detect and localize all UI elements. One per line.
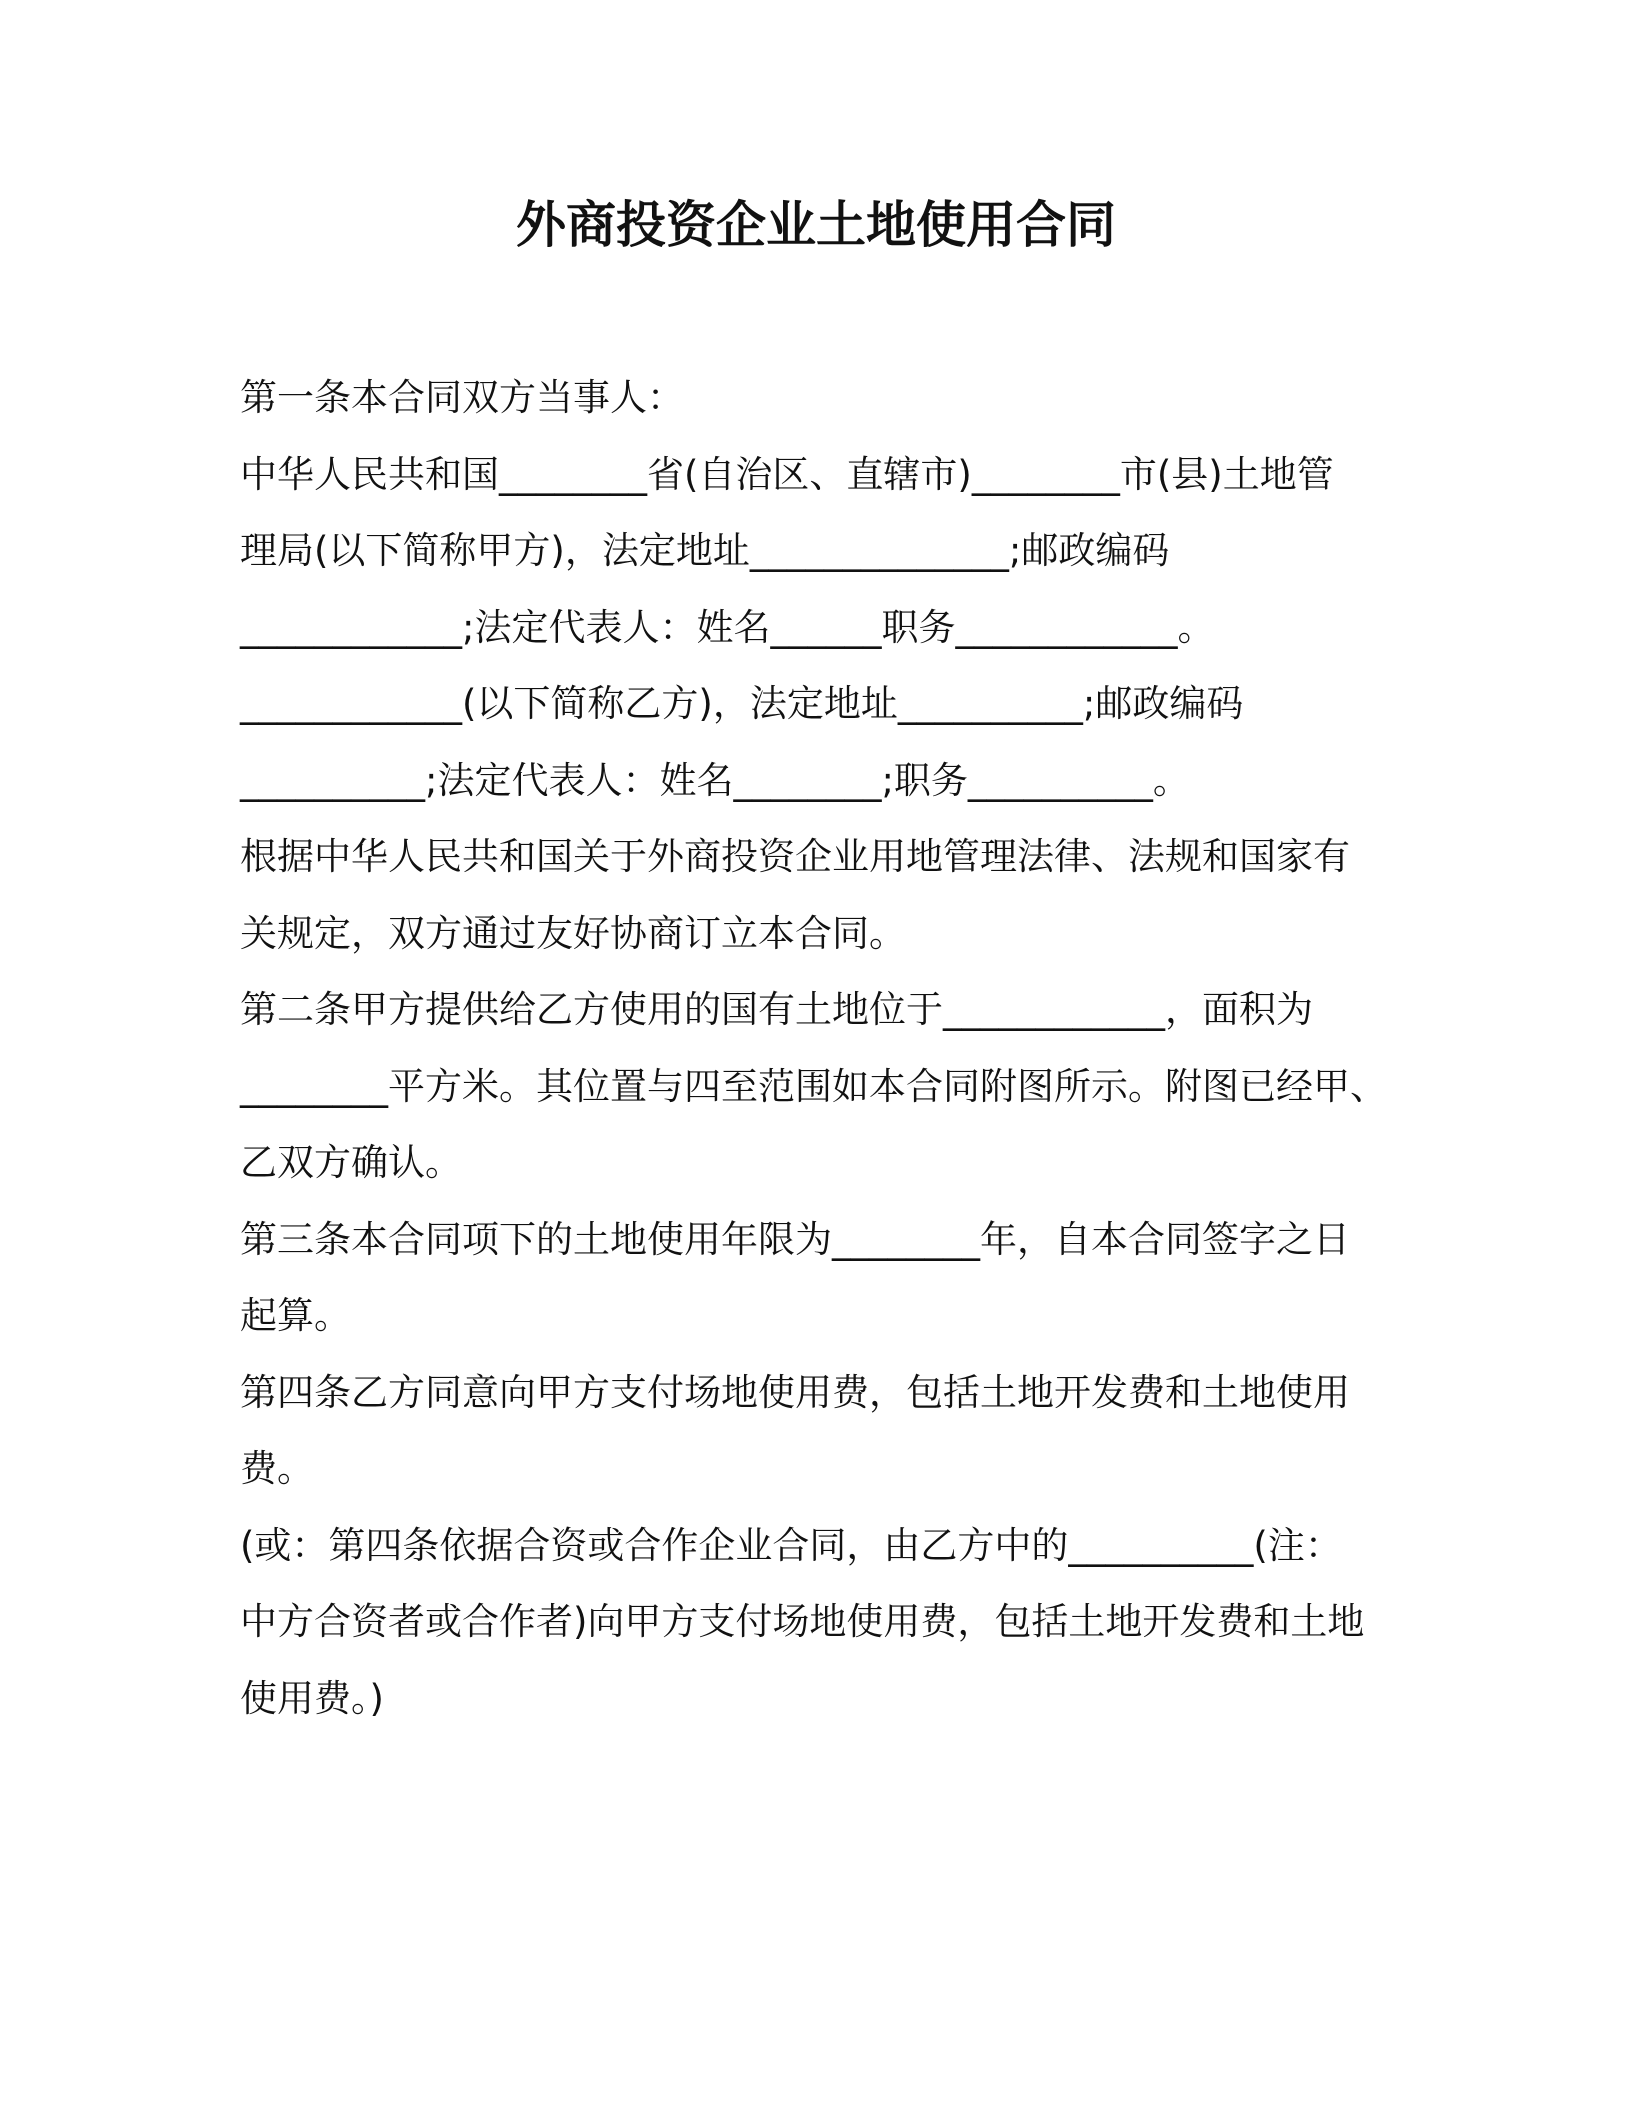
article-4-line-2: 费。 xyxy=(240,1447,314,1490)
party-a-line-2: 理局(以下简称甲方)，法定地址______________;邮政编码 xyxy=(240,529,1170,572)
article-4-line-1: 第四条乙方同意向甲方支付场地使用费，包括土地开发费和土地使用 xyxy=(240,1370,1350,1414)
article-4-alt-line-3: 使用费。) xyxy=(240,1676,384,1720)
party-b-line-1: ____________(以下简称乙方)，法定地址__________;邮政编码 xyxy=(240,682,1244,725)
article-2-line-1: 第二条甲方提供给乙方使用的国有土地位于____________，面积为 xyxy=(240,988,1313,1031)
article-1-heading: 第一条本合同双方当事人： xyxy=(240,376,684,419)
basis-line-1: 根据中华人民共和国关于外商投资企业用地管理法律、法规和国家有 xyxy=(240,835,1350,878)
party-b-line-2: __________;法定代表人：姓名________;职务__________。 xyxy=(240,758,1190,802)
article-4-alt-line-2: 中方合资者或合作者)向甲方支付场地使用费，包括土地开发费和土地 xyxy=(240,1600,1365,1643)
article-3-line-1: 第三条本合同项下的土地使用年限为________年，自本合同签字之日 xyxy=(240,1217,1350,1261)
document-title: 外商投资企业土地使用合同 xyxy=(516,196,1116,254)
article-2-line-2: ________平方米。其位置与四至范围如本合同附图所示。附图已经甲、 xyxy=(240,1064,1387,1108)
party-a-line-3: ____________;法定代表人：姓名______职务____________。 xyxy=(240,605,1215,649)
article-3-line-2: 起算。 xyxy=(240,1294,351,1337)
party-a-line-1: 中华人民共和国________省(自治区、直辖市)________市(县)土地管 xyxy=(240,452,1334,496)
article-2-line-3: 乙双方确认。 xyxy=(240,1141,462,1184)
document-body xyxy=(240,360,1400,1737)
article-4-alt-line-1: (或：第四条依据合资或合作企业合同，由乙方中的__________(注： xyxy=(240,1523,1342,1567)
basis-line-2: 关规定，双方通过友好协商订立本合同。 xyxy=(240,911,906,955)
